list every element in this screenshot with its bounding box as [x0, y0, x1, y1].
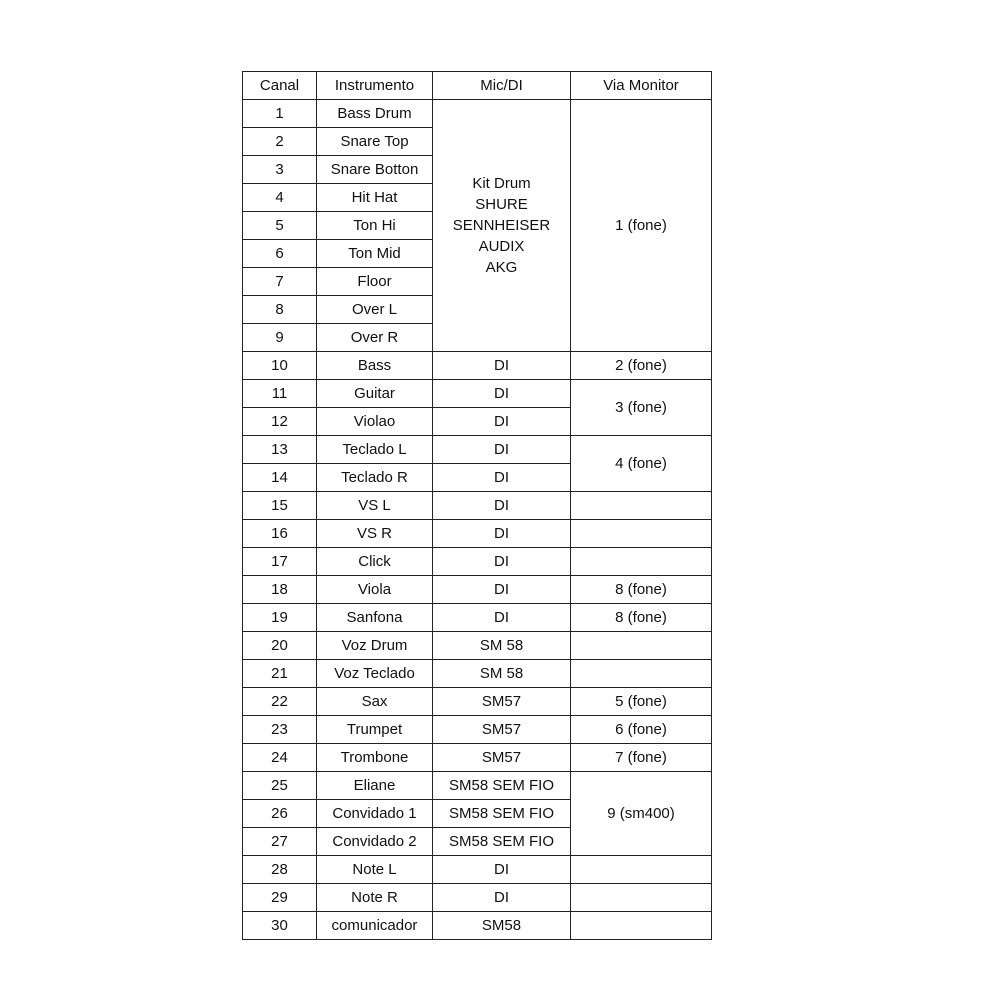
- instrumento-cell: Bass: [317, 352, 433, 380]
- monitor-cell: [571, 632, 712, 660]
- header-via-monitor: Via Monitor: [571, 72, 712, 100]
- instrumento-cell: Voz Drum: [317, 632, 433, 660]
- table-row: [243, 548, 712, 576]
- header-instrumento: Instrumento: [317, 72, 433, 100]
- instrumento-cell: Sanfona: [317, 604, 433, 632]
- table-row: [243, 744, 712, 772]
- monitor-cell: 7 (fone): [571, 744, 712, 772]
- canal-cell: 28: [243, 856, 317, 884]
- canal-cell: 16: [243, 520, 317, 548]
- header-canal: Canal: [243, 72, 317, 100]
- instrumento-cell: Floor: [317, 268, 433, 296]
- mic-cell: DI: [433, 380, 571, 408]
- monitor-cell: 6 (fone): [571, 716, 712, 744]
- instrumento-cell: Over L: [317, 296, 433, 324]
- instrumento-cell: Trumpet: [317, 716, 433, 744]
- mic-cell: DI: [433, 548, 571, 576]
- instrumento-cell: Note L: [317, 856, 433, 884]
- table-row: [243, 688, 712, 716]
- drum-mic-line: AKG: [485, 259, 518, 276]
- instrumento-cell: Snare Top: [317, 128, 433, 156]
- instrumento-cell: Voz Teclado: [317, 660, 433, 688]
- instrumento-cell: Ton Mid: [317, 240, 433, 268]
- drum-mic-line: SHURE: [475, 196, 528, 213]
- table-row: [243, 492, 712, 520]
- canal-cell: 20: [243, 632, 317, 660]
- monitor-cell: 8 (fone): [571, 604, 712, 632]
- canal-cell: 7: [243, 268, 317, 296]
- monitor-cell: [571, 660, 712, 688]
- table-row: [243, 772, 712, 800]
- mic-cell: SM58 SEM FIO: [433, 828, 571, 856]
- instrumento-cell: Over R: [317, 324, 433, 352]
- header-row: [243, 72, 712, 100]
- guitar-monitor-cell: 3 (fone): [571, 380, 712, 436]
- instrumento-cell: Teclado L: [317, 436, 433, 464]
- instrumento-cell: VS R: [317, 520, 433, 548]
- monitor-cell: 5 (fone): [571, 688, 712, 716]
- instrumento-cell: Sax: [317, 688, 433, 716]
- table-row: [243, 380, 712, 408]
- mic-cell: DI: [433, 492, 571, 520]
- instrumento-cell: Guitar: [317, 380, 433, 408]
- canal-cell: 23: [243, 716, 317, 744]
- monitor-cell: [571, 492, 712, 520]
- instrumento-cell: Teclado R: [317, 464, 433, 492]
- canal-cell: 9: [243, 324, 317, 352]
- mic-cell: DI: [433, 464, 571, 492]
- table-row: [243, 884, 712, 912]
- drum-mics-cell: [433, 100, 571, 352]
- canal-cell: 3: [243, 156, 317, 184]
- canal-cell: 30: [243, 912, 317, 940]
- mic-cell: DI: [433, 520, 571, 548]
- canal-cell: 12: [243, 408, 317, 436]
- canal-cell: 14: [243, 464, 317, 492]
- monitor-cell: [571, 884, 712, 912]
- instrumento-cell: Convidado 2: [317, 828, 433, 856]
- drum-mic-line: Kit Drum: [472, 175, 531, 192]
- drum-mic-line: SENNHEISER: [452, 217, 551, 234]
- instrumento-cell: Convidado 1: [317, 800, 433, 828]
- instrumento-cell: Snare Botton: [317, 156, 433, 184]
- mic-cell: DI: [433, 884, 571, 912]
- table-row: [243, 520, 712, 548]
- canal-cell: 2: [243, 128, 317, 156]
- mic-cell: SM 58: [433, 660, 571, 688]
- header-mic-di: Mic/DI: [433, 72, 571, 100]
- instrumento-cell: comunicador: [317, 912, 433, 940]
- instrumento-cell: Note R: [317, 884, 433, 912]
- monitor-cell: [571, 520, 712, 548]
- mic-cell: DI: [433, 352, 571, 380]
- table-row: [243, 436, 712, 464]
- input-list-table: [242, 71, 712, 940]
- table-row: [243, 352, 712, 380]
- mic-cell: SM58 SEM FIO: [433, 800, 571, 828]
- mic-cell: DI: [433, 436, 571, 464]
- table-row: [243, 100, 712, 128]
- mic-cell: SM 58: [433, 632, 571, 660]
- mic-cell: SM57: [433, 716, 571, 744]
- table-row: [243, 912, 712, 940]
- mic-cell: DI: [433, 856, 571, 884]
- instrumento-cell: Viola: [317, 576, 433, 604]
- instrumento-cell: Ton Hi: [317, 212, 433, 240]
- mic-cell: DI: [433, 576, 571, 604]
- instrumento-cell: Eliane: [317, 772, 433, 800]
- monitor-cell: [571, 548, 712, 576]
- canal-cell: 17: [243, 548, 317, 576]
- monitor-cell: [571, 856, 712, 884]
- table-row: [243, 632, 712, 660]
- table-row: [243, 604, 712, 632]
- instrumento-cell: Hit Hat: [317, 184, 433, 212]
- vocal-monitor-cell: 9 (sm400): [571, 772, 712, 856]
- drum-mic-line: AUDIX: [478, 238, 525, 255]
- canal-cell: 24: [243, 744, 317, 772]
- table-row: [243, 660, 712, 688]
- canal-cell: 27: [243, 828, 317, 856]
- monitor-cell: 2 (fone): [571, 352, 712, 380]
- canal-cell: 13: [243, 436, 317, 464]
- canal-cell: 15: [243, 492, 317, 520]
- canal-cell: 25: [243, 772, 317, 800]
- canal-cell: 29: [243, 884, 317, 912]
- canal-cell: 10: [243, 352, 317, 380]
- monitor-cell: 8 (fone): [571, 576, 712, 604]
- instrumento-cell: Click: [317, 548, 433, 576]
- canal-cell: 22: [243, 688, 317, 716]
- mic-cell: DI: [433, 604, 571, 632]
- instrumento-cell: Bass Drum: [317, 100, 433, 128]
- canal-cell: 5: [243, 212, 317, 240]
- mic-cell: SM57: [433, 688, 571, 716]
- table-row: [243, 576, 712, 604]
- canal-cell: 4: [243, 184, 317, 212]
- teclado-monitor-cell: 4 (fone): [571, 436, 712, 492]
- instrumento-cell: Violao: [317, 408, 433, 436]
- canal-cell: 26: [243, 800, 317, 828]
- table-row: [243, 856, 712, 884]
- canal-cell: 1: [243, 100, 317, 128]
- canal-cell: 8: [243, 296, 317, 324]
- canal-cell: 18: [243, 576, 317, 604]
- mic-cell: SM58 SEM FIO: [433, 772, 571, 800]
- mic-cell: SM57: [433, 744, 571, 772]
- canal-cell: 21: [243, 660, 317, 688]
- mic-cell: SM58: [433, 912, 571, 940]
- instrumento-cell: VS L: [317, 492, 433, 520]
- table-row: [243, 716, 712, 744]
- mic-cell: DI: [433, 408, 571, 436]
- drum-monitor-cell: 1 (fone): [571, 100, 712, 352]
- canal-cell: 11: [243, 380, 317, 408]
- canal-cell: 19: [243, 604, 317, 632]
- canal-cell: 6: [243, 240, 317, 268]
- monitor-cell: [571, 912, 712, 940]
- instrumento-cell: Trombone: [317, 744, 433, 772]
